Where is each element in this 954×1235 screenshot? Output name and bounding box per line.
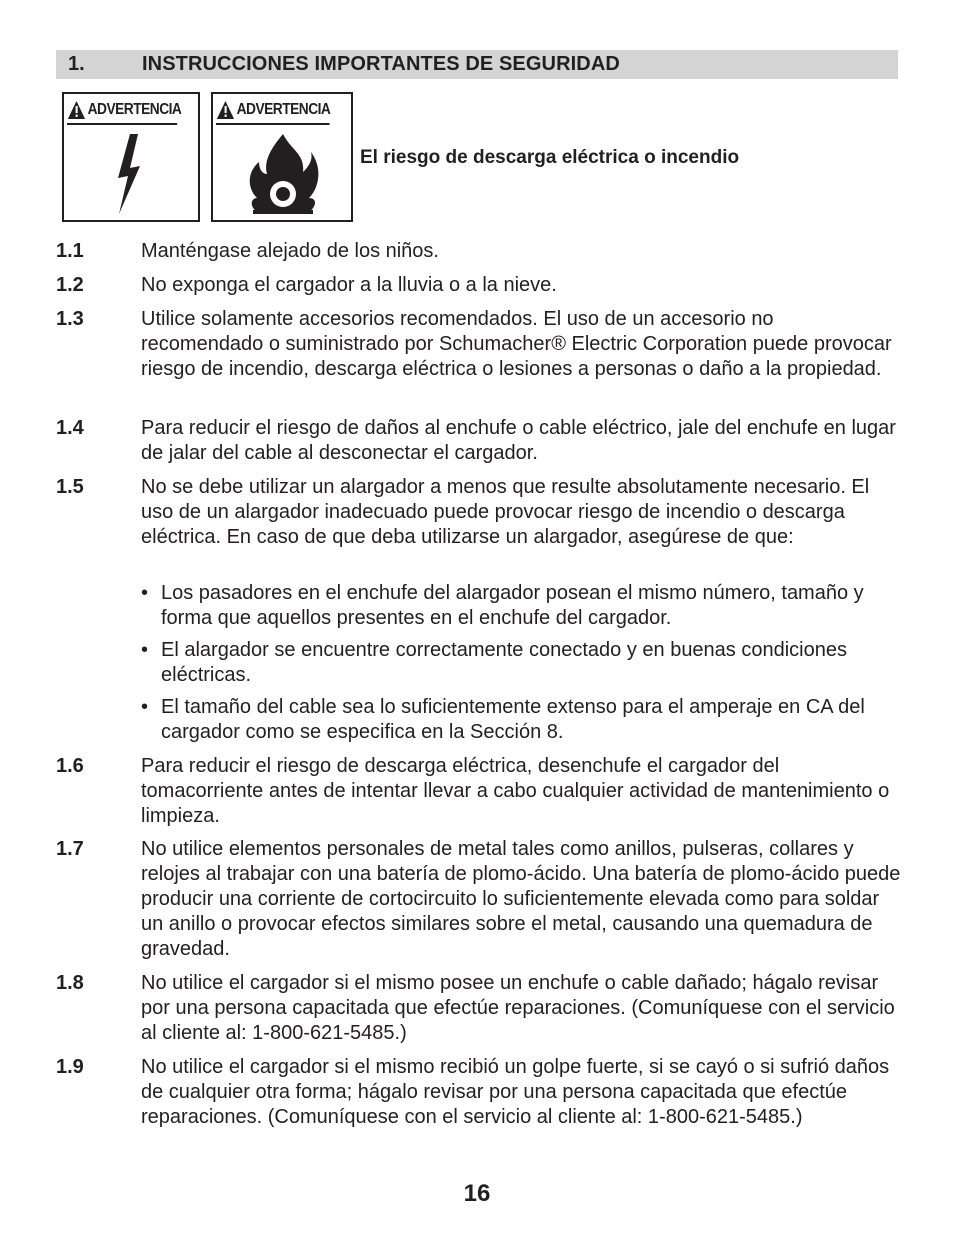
electric-shock-icon: [64, 128, 198, 220]
bullet-mark: •: [141, 582, 149, 604]
warning-label: ADVERTENCIA: [216, 97, 330, 125]
item-number: 1.2: [56, 274, 84, 296]
bullet-text: El alargador se encuentre correctamente conectado y en buenas condiciones eléctricas.: [161, 639, 847, 686]
warning-box-fire: [211, 92, 353, 222]
fire-icon: [213, 128, 351, 220]
item-number: 1.5: [56, 476, 84, 498]
item-text: No utilice el cargador si el mismo posee un enchufe o cable dañado; hágalo revisar por una persona capacitada que efectúe reparaciones. (Comuníquese con el servicio al cliente al: 1-800-621-5485.): [141, 972, 895, 1044]
item-text: No se debe utilizar un alargador a menos que resulte absolutamente necesario. El uso de un alargador inadecuado puede provocar riesgo de incendio o descarga eléctrica. En caso de que deba utilizarse un alargador, asegúrese de que:: [141, 476, 870, 548]
section-header: [56, 50, 898, 79]
bullet-text: Los pasadores en el enchufe del alargador posean el mismo número, tamaño y forma que aquellos presentes en el enchufe del cargador.: [161, 582, 864, 629]
item-text: Para reducir el riesgo de descarga eléctrica, desenchufe el cargador del tomacorriente antes de intentar llevar a cabo cualquier actividad de mantenimiento o limpieza.: [141, 755, 890, 827]
item-number: 1.6: [56, 755, 84, 777]
warning-triangle-icon: [67, 100, 86, 120]
item-text: No utilice elementos personales de metal tales como anillos, pulseras, collares y relojes al trabajar con una batería de plomo-ácido. Una batería de plomo-ácido puede producir una corriente de cortocircuito lo suficientemente elevada como para soldar un anillo o provocar efectos similares sobre el metal, causando una quemadura de gravedad.: [141, 838, 901, 960]
section-number: 1.: [68, 53, 85, 75]
item-number: 1.7: [56, 838, 84, 860]
warning-label: ADVERTENCIA: [67, 97, 177, 125]
item-number: 1.9: [56, 1056, 84, 1078]
item-text: No utilice el cargador si el mismo recibió un golpe fuerte, si se cayó o si sufrió daños de cualquier otra forma; hágalo revisar por una persona capacitada que efectúe reparaciones. (Comuníquese con el servicio al cliente al: 1-800-621-5485.): [141, 1056, 890, 1128]
item-number: 1.4: [56, 417, 84, 439]
warning-box-shock: [62, 92, 200, 222]
item-text: Para reducir el riesgo de daños al enchufe o cable eléctrico, jale del enchufe en lugar de jalar del cable al desconectar el cargador.: [141, 417, 896, 464]
warning-triangle-icon: [216, 100, 235, 120]
bullet-mark: •: [141, 696, 149, 718]
item-text: Utilice solamente accesorios recomendados. El uso de un accesorio no recomendado o suministrado por Schumacher® Electric Corporation puede provocar riesgo de incendio, descarga eléctrica o lesiones a personas o daño a la propiedad.: [141, 308, 892, 380]
item-number: 1.1: [56, 240, 84, 262]
item-number: 1.3: [56, 308, 84, 330]
item-text: Manténgase alejado de los niños.: [141, 240, 439, 262]
bullet-text: El tamaño del cable sea lo suficientemente extenso para el amperaje en CA del cargador como se especifica en la Sección 8.: [161, 696, 865, 743]
page-number: 16: [463, 1180, 491, 1207]
warning-caption: El riesgo de descarga eléctrica o incendio: [360, 147, 740, 168]
bullet-mark: •: [141, 639, 149, 661]
item-number: 1.8: [56, 972, 84, 994]
section-title: INSTRUCCIONES IMPORTANTES DE SEGURIDAD: [142, 53, 620, 75]
item-text: No exponga el cargador a la lluvia o a la nieve.: [141, 274, 557, 296]
